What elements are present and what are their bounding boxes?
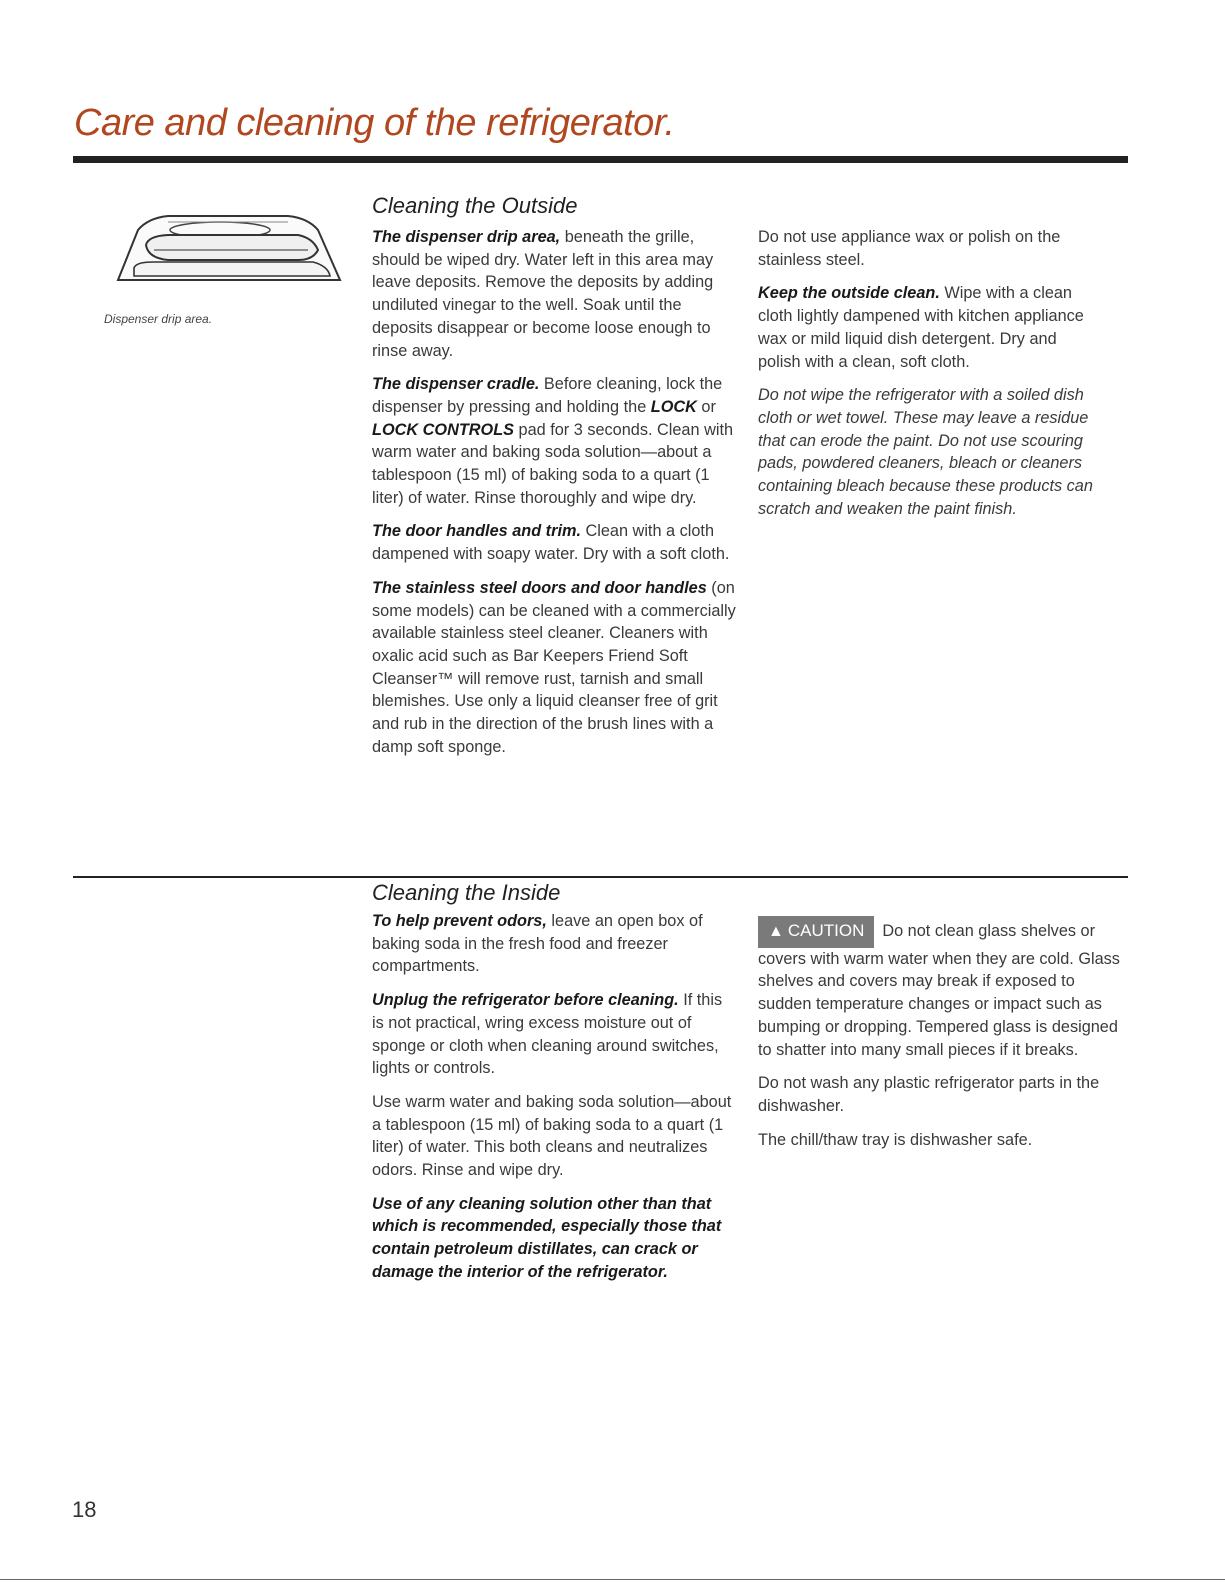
- lock-controls-label: LOCK CONTROLS: [372, 420, 514, 439]
- outside-left-column: [372, 226, 737, 769]
- stainless-text: (on some models) can be cleaned with a commercially available stainless steel cleaner. Cleaners with oxalic acid such as Bar Keepers Friend Soft Cleanser™ will remove rust, tarnish and small blemishes. Use only a liquid cleanser free of grit and rub in the direction of the brush lines with a damp soft sponge.: [372, 578, 736, 756]
- caution-label: CAUTION: [787, 921, 865, 940]
- bottom-edge: [0, 1579, 1225, 1580]
- handles-paragraph: [372, 520, 737, 565]
- caution-badge: [758, 916, 874, 948]
- warning-triangle-icon: ▲: [768, 923, 784, 940]
- stainless-paragraph: [372, 577, 737, 759]
- odors-text: leave an open box of baking soda in the fresh food and freezer compartments.: [372, 912, 703, 976]
- inside-left-column: [372, 910, 737, 1295]
- handles-lead: The door handles and trim.: [372, 522, 581, 541]
- outside-right-column: [758, 226, 1103, 531]
- inside-warning-paragraph: Use of any cleaning solution other than that which is recommended, especially those that contain petroleum distillates, can crack or damage the interior of the refrigerator.: [372, 1194, 722, 1281]
- keep-clean-text: Wipe with a clean cloth lightly dampened with kitchen appliance wax or mild liquid dish detergent. Dry and polish with a clean, soft cloth.: [758, 284, 1084, 371]
- outside-warning-paragraph: Do not wipe the refrigerator with a soiled dish cloth or wet towel. These may leave a residue that can erode the paint. Do not use scouring pads, powdered cleaners, bleach or cleaners containing bleach because these products can scratch and weaken the paint finish.: [758, 386, 1093, 518]
- unplug-lead: Unplug the refrigerator before cleaning.: [372, 991, 679, 1010]
- section-title-outside: Cleaning the Outside: [372, 193, 578, 218]
- unplug-text: If this is not practical, wring excess moisture out of sponge or cloth when cleaning around switches, lights or controls.: [372, 991, 723, 1078]
- no-wax-paragraph: Do not use appliance wax or polish on the stainless steel.: [758, 228, 1061, 269]
- inside-right-column: [758, 916, 1120, 1162]
- figure-caption: Dispenser drip area.: [104, 312, 213, 326]
- page-title: Care and cleaning of the refrigerator.: [74, 102, 675, 144]
- keep-clean-paragraph: [758, 282, 1103, 373]
- solution-paragraph: Use warm water and baking soda solution—about a tablespoon (15 ml) of baking soda to a quart (1 liter) of water. This both cleans and neutralizes odors. Rinse and wipe dry.: [372, 1092, 732, 1180]
- cradle-text-b: pad for 3 seconds. Clean with warm water and baking soda solution—about a tablespoon (15 ml) of baking soda to a quart (1 liter) of water. Rinse thoroughly and wipe dry.: [372, 420, 734, 507]
- odors-lead: To help prevent odors,: [372, 912, 547, 930]
- drip-area-paragraph: [372, 226, 737, 362]
- section-title-inside: Cleaning the Inside: [372, 880, 561, 905]
- cradle-text-a: Before cleaning, lock the dispenser by pressing and holding the: [372, 375, 723, 416]
- odors-paragraph: [372, 910, 737, 978]
- dispenser-drip-area-illustration: [108, 190, 348, 300]
- drip-area-lead: The dispenser drip area,: [372, 228, 561, 246]
- tray-paragraph: The chill/thaw tray is dishwasher safe.: [758, 1130, 1033, 1149]
- caution-paragraph: [758, 916, 1120, 1061]
- section-divider: [73, 876, 1128, 878]
- page-number: 18: [72, 1497, 97, 1522]
- stainless-lead: The stainless steel doors and door handles: [372, 578, 707, 597]
- lock-label: LOCK: [650, 397, 697, 416]
- handles-text: Clean with a cloth dampened with soapy water. Dry with a soft cloth.: [372, 522, 730, 564]
- drip-area-text: beneath the grille, should be wiped dry. Water left in this area may leave deposits. Remove the deposits by adding undiluted vinegar to the well. Soak until the deposits disappear or become loose enough to rinse away.: [372, 228, 714, 360]
- keep-clean-lead: Keep the outside clean.: [758, 284, 940, 303]
- caution-text: Do not clean glass shelves or covers with warm water when they are cold. Glass shelves and covers may break if exposed to sudden temperature changes or impact such as bumping or dropping. Tempered glass is designed to shatter into many small pieces if it breaks.: [758, 922, 1120, 1059]
- cradle-lead: The dispenser cradle.: [372, 375, 540, 394]
- cradle-or: or: [696, 397, 716, 416]
- no-dishwasher-paragraph: Do not wash any plastic refrigerator parts in the dishwasher.: [758, 1074, 1100, 1115]
- unplug-paragraph: [372, 989, 737, 1080]
- title-rule: [73, 156, 1128, 163]
- cradle-paragraph: [372, 373, 737, 509]
